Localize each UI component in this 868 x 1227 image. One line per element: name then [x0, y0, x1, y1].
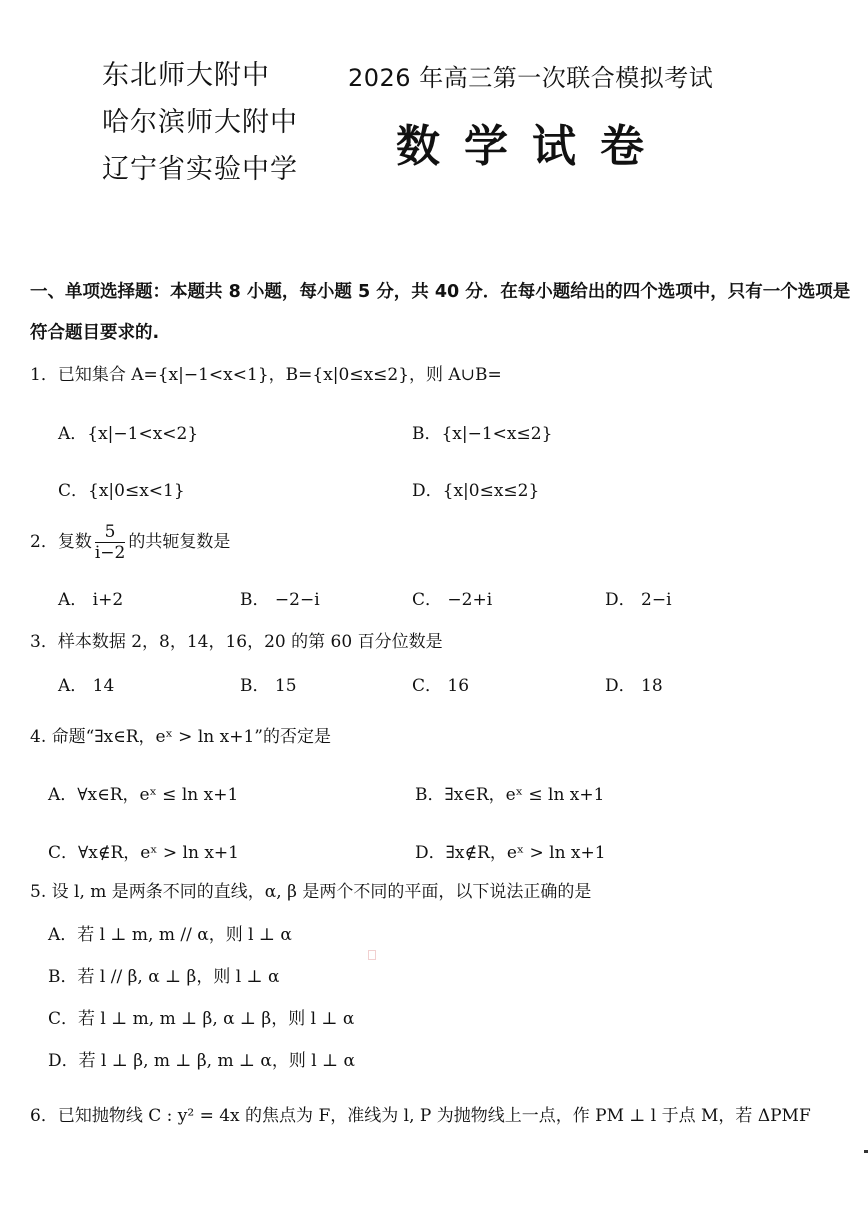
- question-4-option-c: C．∀x∉R，eˣ > ln x+1: [48, 843, 239, 863]
- question-4-option-a: A．∀x∈R，eˣ ≤ ln x+1: [48, 785, 239, 805]
- question-1-option-a: A．{x|−1<x<2}: [58, 424, 199, 444]
- question-2-option-d: D． 2−i: [605, 590, 672, 610]
- school-list: [102, 52, 298, 193]
- question-1-option-c: C．{x|0≤x<1}: [58, 481, 185, 501]
- school-name: 东北师大附中: [102, 60, 270, 91]
- question-2-option-a: A． i+2: [58, 590, 124, 610]
- question-4-option-b: B．∃x∈R，eˣ ≤ ln x+1: [415, 785, 605, 805]
- question-5-option-d: D．若 l ⊥ β, m ⊥ β, m ⊥ α，则 l ⊥ α: [48, 1051, 355, 1071]
- question-3-stem: 3．样本数据 2，8，14，16，20 的第 60 百分位数是: [30, 632, 443, 652]
- question-4-option-d: D．∃x∉R，eˣ > ln x+1: [415, 843, 606, 863]
- question-2-prefix: 2．复数: [30, 532, 92, 552]
- question-5-option-c: C．若 l ⊥ m, m ⊥ β, α ⊥ β，则 l ⊥ α: [48, 1009, 355, 1029]
- fraction: [95, 522, 126, 563]
- scan-mark: [368, 950, 376, 960]
- question-2-suffix: 的共轭复数是: [128, 532, 231, 552]
- school-name: 辽宁省实验中学: [102, 154, 298, 185]
- question-1-stem: 1．已知集合 A={x|−1<x<1}，B={x|0≤x≤2}，则 A∪B=: [30, 365, 502, 385]
- question-2-option-c: C． −2+i: [412, 590, 493, 610]
- question-6-stem: 6．已知抛物线 C : y² = 4x 的焦点为 F，准线为 l, P 为抛物线上一点，作 PM ⊥ l 于点 M，若 ΔPMF: [30, 1106, 811, 1126]
- question-3-option-a: A． 14: [58, 676, 115, 696]
- section-heading: 一、单项选择题：本题共 8 小题，每小题 5 分，共 40 分．在每小题给出的四个选项中，只有一个选项是符合题目要求的.: [30, 282, 851, 343]
- question-3-option-b: B． 15: [240, 676, 297, 696]
- question-1-option-d: D．{x|0≤x≤2}: [412, 481, 540, 501]
- fraction-denominator: i−2: [94, 543, 126, 563]
- question-5-option-b: B．若 l // β, α ⊥ β，则 l ⊥ α: [48, 967, 280, 987]
- question-2-option-b: B． −2−i: [240, 590, 320, 610]
- question-2-stem: [30, 522, 230, 563]
- fraction-numerator: 5: [95, 522, 126, 543]
- question-5-option-a: A．若 l ⊥ m, m // α，则 l ⊥ α: [48, 925, 292, 945]
- question-3-option-c: C． 16: [412, 676, 470, 696]
- exam-title: 2026 年高三第一次联合模拟考试: [348, 64, 714, 92]
- edge-mark: [864, 1150, 868, 1153]
- school-name: 哈尔滨师大附中: [102, 107, 298, 138]
- question-1-option-b: B．{x|−1<x≤2}: [412, 424, 553, 444]
- paper-title: 数学试卷: [396, 121, 668, 172]
- question-3-option-d: D． 18: [605, 676, 663, 696]
- question-4-stem: 4. 命题“∃x∈R，eˣ > ln x+1”的否定是: [30, 727, 331, 747]
- question-5-stem: 5. 设 l, m 是两条不同的直线，α, β 是两个不同的平面，以下说法正确的是: [30, 882, 592, 902]
